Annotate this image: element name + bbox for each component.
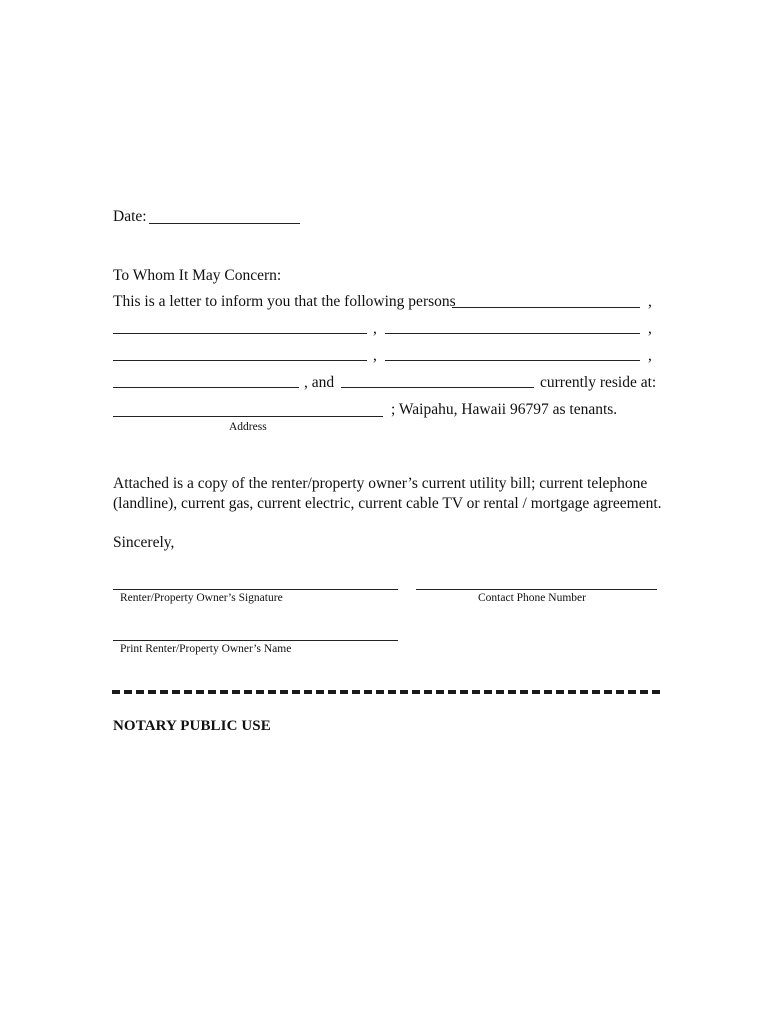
comma-1: , [648,293,652,310]
date-label: Date: [113,208,147,225]
closing: Sincerely, [113,534,175,551]
signature-field[interactable] [113,589,398,590]
dashed-separator [112,690,660,694]
phone-field[interactable] [416,589,657,590]
comma-2: , [373,320,377,337]
notary-heading: NOTARY PUBLIC USE [113,718,271,734]
address-field[interactable] [113,416,383,417]
print-name-caption: Print Renter/Property Owner’s Name [120,643,292,655]
person-3-field[interactable] [385,333,640,334]
person-1-field[interactable] [452,307,640,308]
person-2-field[interactable] [113,333,367,334]
salutation: To Whom It May Concern: [113,267,282,284]
reside-text: currently reside at: [540,374,657,391]
person-4-field[interactable] [113,360,367,361]
person-7-field[interactable] [341,387,534,388]
address-caption: Address [229,421,267,433]
phone-caption: Contact Phone Number [478,592,586,604]
print-name-field[interactable] [113,640,398,641]
person-6-field[interactable] [113,387,299,388]
address-suffix: ; Waipahu, Hawaii 96797 as tenants. [391,401,618,418]
comma-4: , [373,347,377,364]
comma-5: , [648,347,652,364]
person-5-field[interactable] [385,360,640,361]
and-text: , and [304,374,335,391]
date-field[interactable] [149,223,300,224]
comma-3: , [648,320,652,337]
signature-caption: Renter/Property Owner’s Signature [120,592,283,604]
intro-text: This is a letter to inform you that the following persons [113,293,456,310]
attached-line-2: (landline), current gas, current electric, current cable TV or rental / mortgage agreement. [113,495,662,512]
attached-line-1: Attached is a copy of the renter/property owner’s current utility bill; current telephone [113,475,648,492]
